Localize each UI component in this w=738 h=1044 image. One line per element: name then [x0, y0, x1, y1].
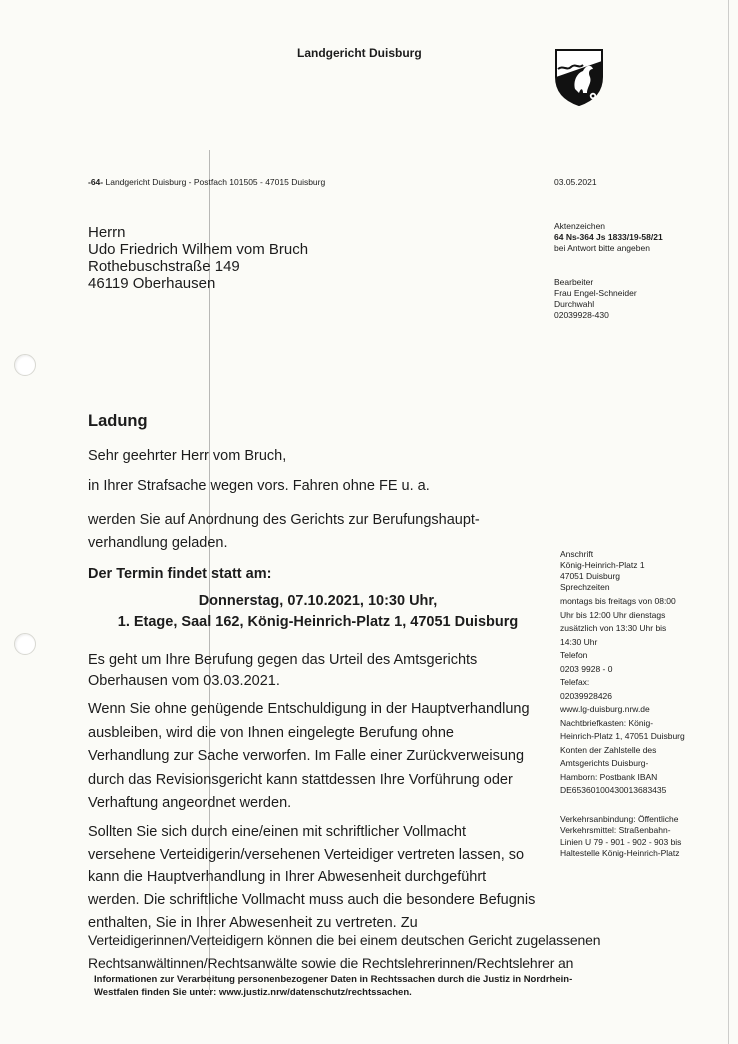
- representation-line: Sollten Sie sich durch eine/einen mit schriftlicher Vollmacht: [88, 824, 466, 840]
- hours-label: Sprechzeiten: [560, 582, 610, 592]
- punch-hole: [14, 354, 36, 376]
- bank-line: Amtsgerichts Duisburg-: [560, 758, 649, 768]
- recipient-salutation: Herrn: [88, 224, 126, 241]
- address-street: König-Heinrich-Platz 1: [560, 560, 645, 570]
- coat-of-arms-icon: [553, 47, 605, 107]
- hours-line: 14:30 Uhr: [560, 636, 598, 647]
- reference-label: Aktenzeichen: [554, 221, 606, 231]
- representation-line: kann die Hauptverhandlung in Ihrer Abwesenheit durchgeführt: [88, 869, 487, 886]
- contact-block: [554, 277, 637, 321]
- reference-block: [554, 221, 663, 254]
- absence-line: ausbleiben, wird die von Ihnen eingelegte Berufung ohne: [88, 724, 454, 741]
- absence-line: Wenn Sie ohne genügende Entschuldigung in der Hauptverhandlung: [88, 701, 530, 717]
- appeal-line: Oberhausen vom 03.03.2021.: [88, 673, 280, 689]
- privacy-footer: [94, 973, 674, 999]
- court-info-sidebar: [560, 549, 725, 860]
- punch-hole: [14, 633, 36, 655]
- mailbox-line: Nachtbriefkasten: König-: [560, 717, 654, 728]
- transit-line: Verkehrsmittel: Straßenbahn-: [560, 825, 671, 835]
- representation-line: Verteidigerinnen/Verteidigern können die bei einem deutschen Gericht zugelassenen: [88, 932, 601, 948]
- hours-line: montags bis freitags von 08:00: [560, 596, 676, 606]
- transit-info: [560, 814, 725, 860]
- paragraph-appeal: [88, 650, 477, 692]
- appointment-location: 1. Etage, Saal 162, König-Heinrich-Platz 1, 47051 Duisburg: [117, 614, 519, 630]
- representation-line: versehene Verteidigerin/versehenen Verteidiger vertreten lassen, so: [88, 846, 525, 863]
- letter-date: 03.05.2021: [554, 177, 597, 187]
- absence-line: Verhandlung zur Sache verworfen. Im Falle einer Zurückverweisung: [88, 748, 525, 764]
- absence-line: durch das Revisionsgericht kann stattdessen Ihre Vorführung oder: [88, 771, 513, 788]
- summons-line: verhandlung geladen.: [88, 535, 228, 551]
- representation-line: enthalten, Sie in Ihrer Abwesenheit zu vertreten. Zu: [88, 914, 418, 931]
- absence-line: Verhaftung angeordnet werden.: [88, 795, 292, 811]
- reference-number: 64 Ns-364 Js 1833/19-58/21: [554, 232, 663, 242]
- address-label: Anschrift: [560, 549, 594, 559]
- reference-note: bei Antwort bitte angeben: [554, 243, 650, 253]
- paragraph-representation-cont: [88, 929, 658, 975]
- phone-fax: [560, 649, 725, 717]
- transit-line: Verkehrsanbindung: Öffentliche: [560, 813, 679, 824]
- bank-line: DE65360100430013683435: [560, 785, 667, 795]
- appointment-date: Donnerstag, 07.10.2021, 10:30 Uhr,: [198, 593, 438, 609]
- transit-line: Haltestelle König-Heinrich-Platz: [560, 848, 680, 858]
- bank-line: Konten der Zahlstelle des: [560, 744, 657, 755]
- paragraph-representation: [88, 821, 552, 935]
- fax-label: Telefax:: [560, 677, 590, 687]
- contact-phone: 02039928-430: [554, 310, 609, 320]
- paragraph-subject: in Ihrer Strafsache wegen vors. Fahren ohne FE u. a.: [88, 478, 430, 494]
- paragraph-absence: [88, 698, 552, 816]
- representation-line: werden. Die schriftliche Vollmacht muss auch die besondere Befugnis: [88, 892, 536, 909]
- representation-line: Rechtsanwältinnen/Rechtsanwälte sowie die Rechtslehrerinnen/Rechtslehrer an: [88, 955, 574, 971]
- contact-name: Frau Engel-Schneider: [554, 288, 637, 298]
- bank-accounts: [560, 744, 725, 798]
- hours-line: Uhr bis 12:00 Uhr dienstags: [560, 609, 666, 620]
- contact-phone-label: Durchwahl: [554, 299, 595, 309]
- website: www.lg-duisburg.nrw.de: [560, 704, 650, 714]
- footer-line: Westfalen finden Sie unter: www.justiz.nrw/datenschutz/rechtssachen.: [94, 987, 412, 998]
- mailbox-line: Heinrich-Platz 1, 47051 Duisburg: [560, 731, 685, 741]
- recipient-city: 46119 Oberhausen: [88, 275, 216, 292]
- recipient-street: Rothebuschstraße 149: [88, 258, 240, 275]
- sender-prefix: -64-: [88, 177, 104, 187]
- transit-line: Linien U 79 - 901 - 902 - 903 bis: [560, 836, 682, 847]
- paper-edge: [728, 0, 729, 1044]
- court-name: Landgericht Duisburg: [297, 46, 422, 60]
- hours-line: zusätzlich von 13:30 Uhr bis: [560, 623, 667, 633]
- letter-title: Ladung: [88, 412, 148, 430]
- recipient-address: [88, 224, 308, 292]
- address-city: 47051 Duisburg: [560, 571, 621, 581]
- bank-line: Hamborn: Postbank IBAN: [560, 771, 658, 782]
- sender-line: [88, 177, 325, 187]
- appeal-line: Es geht um Ihre Berufung gegen das Urteil des Amtsgerichts: [88, 652, 478, 668]
- recipient-name: Udo Friedrich Wilhem vom Bruch: [88, 241, 309, 258]
- greeting: Sehr geehrter Herr vom Bruch,: [88, 448, 287, 464]
- contact-label: Bearbeiter: [554, 277, 594, 287]
- phone-number: 0203 9928 - 0: [560, 663, 613, 674]
- appointment-heading: Der Termin findet statt am:: [88, 566, 272, 582]
- footer-line: Informationen zur Verarbeitung personenbezogener Daten in Rechtssachen durch die Justiz in Nordrhein-: [94, 974, 573, 985]
- office-hours: [560, 595, 725, 649]
- sender-text: Landgericht Duisburg - Postfach 101505 - 47015 Duisburg: [105, 177, 326, 187]
- paragraph-summons: [88, 509, 480, 555]
- summons-line: werden Sie auf Anordnung des Gerichts zur Berufungshaupt-: [88, 512, 480, 528]
- night-mailbox: [560, 717, 725, 744]
- phone-label: Telefon: [560, 650, 588, 660]
- fax-number: 02039928426: [560, 690, 613, 701]
